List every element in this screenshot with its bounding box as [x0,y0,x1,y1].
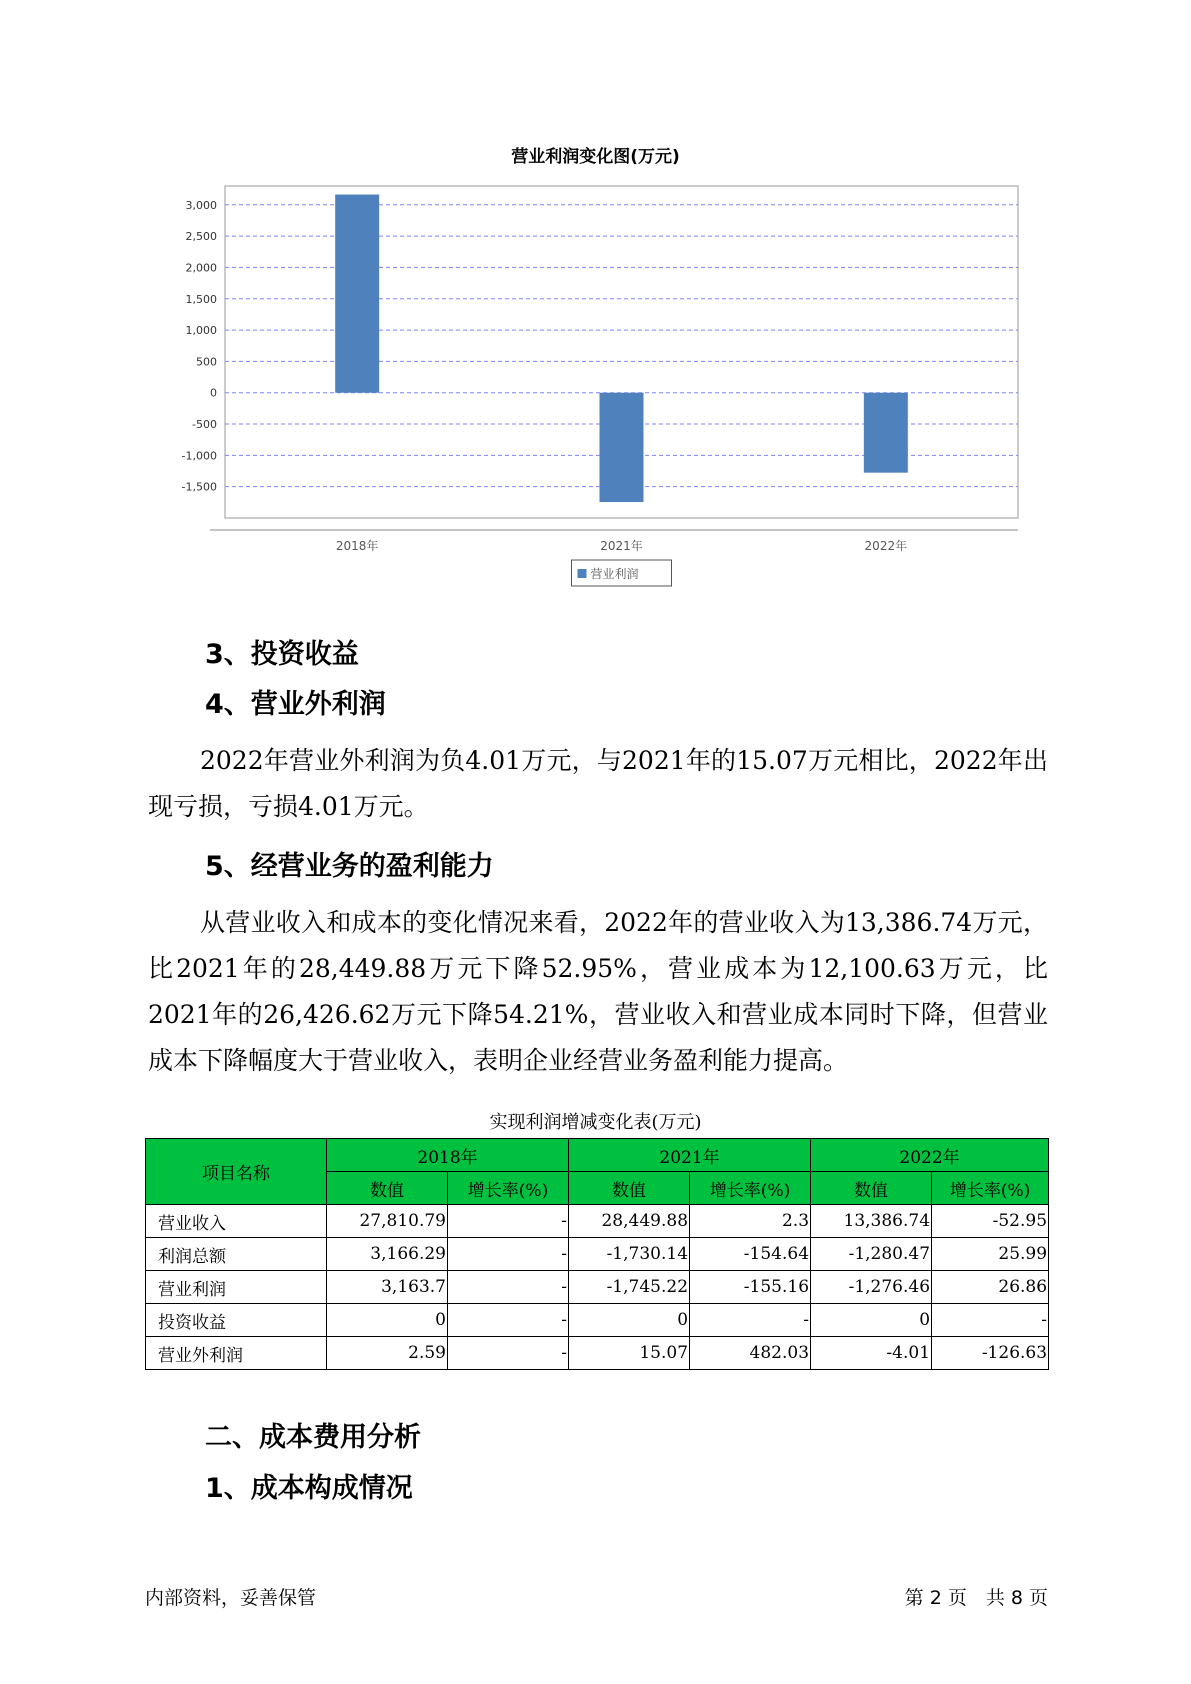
cell: 0 [811,1304,932,1337]
cell: -52.95 [932,1205,1049,1238]
table-row [146,1205,1049,1238]
cell: 482.03 [690,1337,811,1370]
cell: 28,449.88 [569,1205,690,1238]
cell: 3,163.7 [327,1271,448,1304]
table-row [146,1304,1049,1337]
paragraph-profitability: 从营业收入和成本的变化情况来看，2022年的营业收入为13,386.74万元，比2021年的28,449.88万元下降52.95%，营业成本为12,100.63万元，比2021年的26,426.62万元下降54.21%，营业收入和营业成本同时下降，但营业成本下降幅度大于营业收入，表明企业经营业务盈利能力提高。 [148,908,1048,1075]
heading-investment-income: 3、投资收益 [205,639,359,670]
header-year-2022: 2022年 [811,1139,1049,1172]
cell: 3,166.29 [327,1238,448,1271]
row-name: 利润总额 [146,1238,327,1271]
legend-swatch [578,569,587,578]
legend-label: 营业利润 [590,567,639,581]
header-year-2018: 2018年 [327,1139,569,1172]
cell: - [448,1238,569,1271]
y-tick-label: 1,500 [185,292,217,306]
y-tick-label: 500 [196,355,217,369]
table-row [146,1271,1049,1304]
bar [864,393,908,473]
x-tick-label: 2022年 [864,539,908,553]
cell: -1,730.14 [569,1238,690,1271]
y-tick-label: 0 [210,386,217,400]
x-tick-label: 2021年 [600,539,643,553]
cell: - [932,1304,1049,1337]
cell: - [448,1337,569,1370]
footer-confidential: 内部资料，妥善保管 [145,1587,317,1609]
header-growth: 增长率(%) [690,1172,811,1205]
cell: - [690,1304,811,1337]
header-value: 数值 [811,1172,932,1205]
profit-bar-chart [150,170,1050,610]
cell: - [448,1271,569,1304]
cell: 0 [569,1304,690,1337]
heading-profitability: 5、经营业务的盈利能力 [205,851,494,882]
heading-cost-analysis: 二、成本费用分析 [205,1422,421,1453]
heading-non-operating-profit: 4、营业外利润 [205,689,386,720]
y-tick-label: 2,000 [185,261,217,275]
header-value: 数值 [327,1172,448,1205]
cell: -1,745.22 [569,1271,690,1304]
row-name: 营业利润 [146,1271,327,1304]
cell: 2.59 [327,1337,448,1370]
bar [335,195,379,393]
paragraph-non-operating-profit: 2022年营业外利润为负4.01万元，与2021年的15.07万元相比，2022年出现亏损，亏损4.01万元。 [148,746,1048,821]
header-item-name: 项目名称 [146,1139,327,1205]
y-tick-label: 2,500 [185,230,217,244]
y-tick-label: -1,500 [181,480,217,494]
y-tick-label: -500 [192,418,217,432]
row-name: 营业收入 [146,1205,327,1238]
row-name: 营业外利润 [146,1337,327,1370]
y-tick-label: 3,000 [185,198,217,212]
header-growth: 增长率(%) [448,1172,569,1205]
cell: -1,280.47 [811,1238,932,1271]
cell: -155.16 [690,1271,811,1304]
cell: 2.3 [690,1205,811,1238]
y-tick-label: -1,000 [181,449,217,463]
header-growth: 增长率(%) [932,1172,1049,1205]
cell: -126.63 [932,1337,1049,1370]
cell: - [448,1205,569,1238]
cell: 0 [327,1304,448,1337]
header-value: 数值 [569,1172,690,1205]
row-name: 投资收益 [146,1304,327,1337]
y-tick-label: 1,000 [185,324,217,338]
cell: 26.86 [932,1271,1049,1304]
cell: - [448,1304,569,1337]
header-year-2021: 2021年 [569,1139,811,1172]
x-tick-label: 2018年 [335,539,379,553]
footer-page-number: 第 2 页 共 8 页 [904,1587,1048,1609]
chart-title: 营业利润变化图(万元) [511,147,680,167]
cell: 27,810.79 [327,1205,448,1238]
cell: -4.01 [811,1337,932,1370]
cell: 13,386.74 [811,1205,932,1238]
table-row [146,1337,1049,1370]
profit-change-table [145,1138,1049,1370]
heading-cost-structure: 1、成本构成情况 [205,1473,413,1504]
cell: -1,276.46 [811,1271,932,1304]
bar [600,393,644,502]
cell: 25.99 [932,1238,1049,1271]
table-caption: 实现利润增减变化表(万元) [489,1112,702,1133]
cell: 15.07 [569,1337,690,1370]
table-row [146,1238,1049,1271]
cell: -154.64 [690,1238,811,1271]
